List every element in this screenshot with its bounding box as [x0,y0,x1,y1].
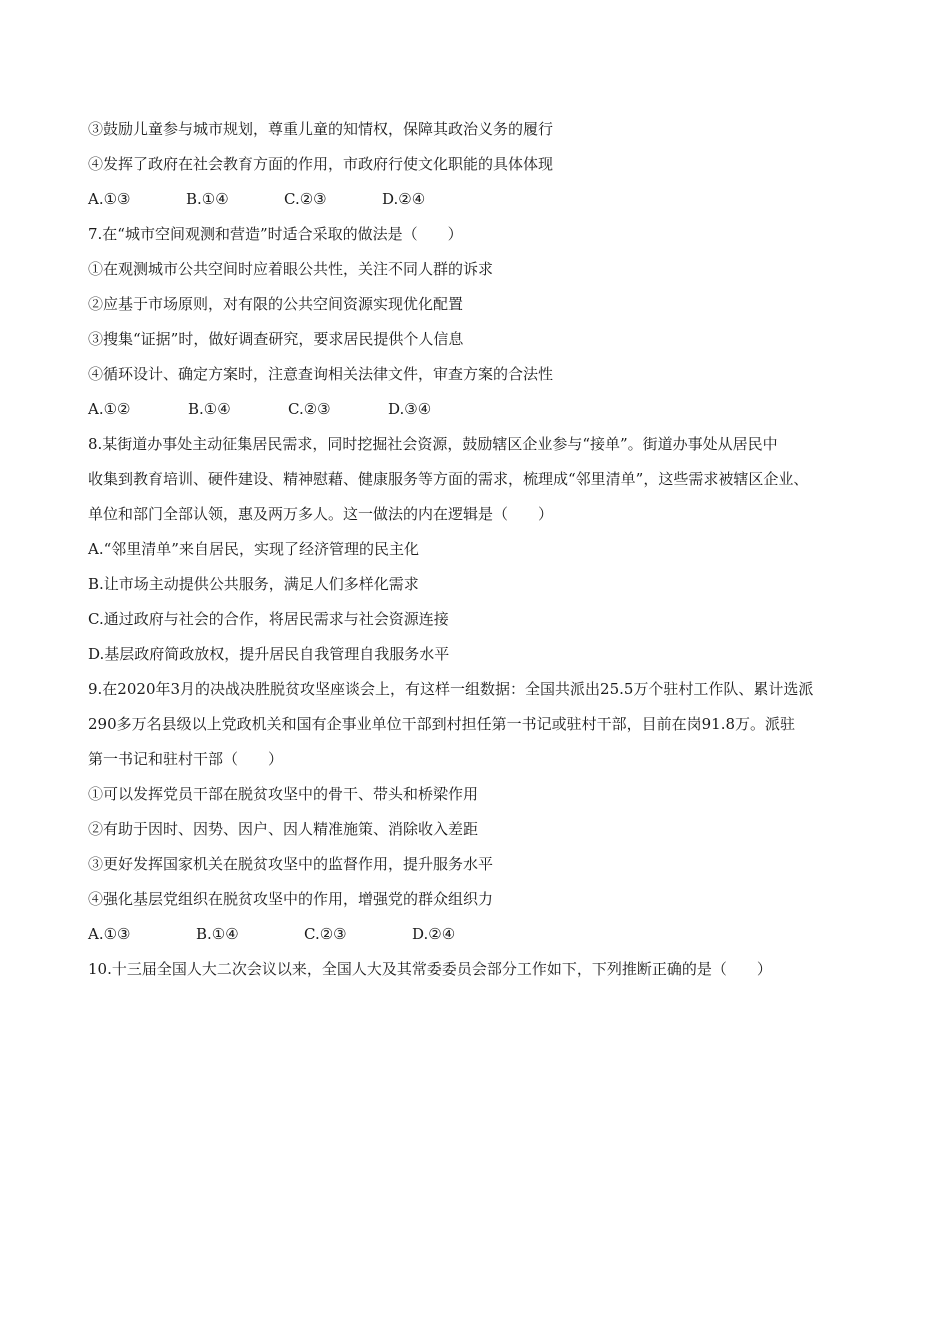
q6-option-d: D.②④ [382,190,426,208]
q8-option-d: D.基层政府简政放权，提升居民自我管理自我服务水平 [88,645,450,663]
q6-item-4: ④发挥了政府在社会教育方面的作用，市政府行使文化职能的具体体现 [88,155,554,173]
q8-stem-line-2: 收集到教育培训、硬件建设、精神慰藉、健康服务等方面的需求，梳理成“邻里清单”，这些需求被辖区企业、 [88,470,809,488]
q9-item-4: ④强化基层党组织在脱贫攻坚中的作用，增强党的群众组织力 [88,890,494,908]
q10-stem: 10.十三届全国人大二次会议以来，全国人大及其常委委员会部分工作如下，下列推断正确的是（ ） [88,960,772,978]
q9-item-2: ②有助于因时、因势、因户、因人精准施策、消除收入差距 [88,820,479,838]
q8-stem-line-3: 单位和部门全部认领，惠及两万多人。这一做法的内在逻辑是（ ） [88,505,554,523]
q8-option-b: B.让市场主动提供公共服务，满足人们多样化需求 [88,575,419,593]
q9-stem-line-3: 第一书记和驻村干部（ ） [88,750,284,768]
q6-options [88,182,888,217]
q7-options [88,392,888,427]
q8-stem-line-1: 8.某街道办事处主动征集居民需求，同时挖掘社会资源，鼓励辖区企业参与“接单”。街道办事处从居民中 [88,435,778,453]
q9-option-d: D.②④ [412,925,456,943]
q7-item-1: ①在观测城市公共空间时应着眼公共性，关注不同人群的诉求 [88,260,494,278]
q9-option-b: B.①④ [196,925,239,943]
q6-item-3: ③鼓励儿童参与城市规划，尊重儿童的知情权，保障其政治义务的履行 [88,120,554,138]
q8-option-c: C.通过政府与社会的合作，将居民需求与社会资源连接 [88,610,449,628]
q9-stem-line-1: 9.在2020年3月的决战决胜脱贫攻坚座谈会上，有这样一组数据：全国共派出25.5万个驻村工作队、累计选派 [88,680,814,698]
q7-option-b: B.①④ [188,400,231,418]
q7-stem: 7.在“城市空间观测和营造”时适合采取的做法是（ ） [88,225,463,243]
q6-option-c: C.②③ [284,190,327,208]
q7-item-3: ③搜集“证据”时，做好调查研究，要求居民提供个人信息 [88,330,464,348]
q8-option-a: A.“邻里清单”来自居民，实现了经济管理的民主化 [88,540,419,558]
exam-page [88,112,888,987]
q7-item-4: ④循环设计、确定方案时，注意查询相关法律文件，审查方案的合法性 [88,365,554,383]
q7-option-c: C.②③ [288,400,331,418]
q6-option-a: A.①③ [88,190,131,208]
q9-item-1: ①可以发挥党员干部在脱贫攻坚中的骨干、带头和桥梁作用 [88,785,479,803]
q9-item-3: ③更好发挥国家机关在脱贫攻坚中的监督作用，提升服务水平 [88,855,494,873]
q7-option-d: D.③④ [388,400,432,418]
q9-stem-line-2: 290多万名县级以上党政机关和国有企事业单位干部到村担任第一书记或驻村干部，目前在岗91.8万。派驻 [88,715,796,733]
q7-option-a: A.①② [88,400,131,418]
q9-option-c: C.②③ [304,925,347,943]
q7-item-2: ②应基于市场原则，对有限的公共空间资源实现优化配置 [88,295,464,313]
q9-options [88,917,888,952]
q6-option-b: B.①④ [186,190,229,208]
q9-option-a: A.①③ [88,925,131,943]
